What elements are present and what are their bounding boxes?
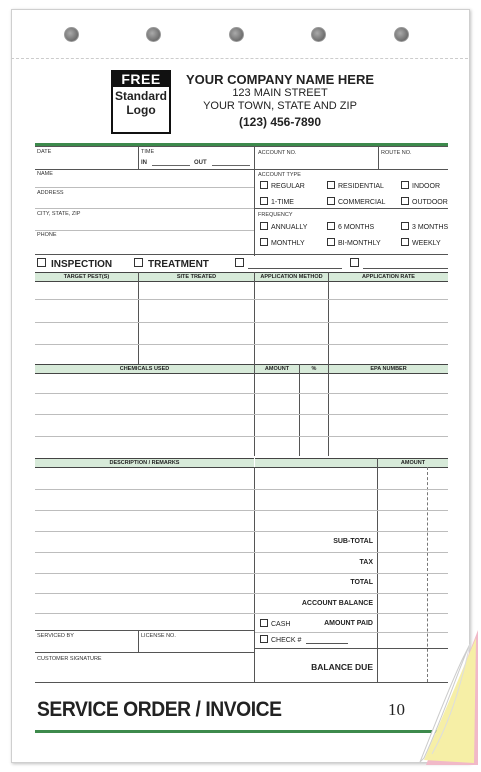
rule <box>254 467 255 682</box>
account-type-commercial[interactable] <box>327 197 385 207</box>
percent-header: % <box>300 364 328 374</box>
application-rate-header: APPLICATION RATE <box>329 272 448 282</box>
checkbox-icon <box>260 635 268 643</box>
description-remarks-header: DESCRIPTION / REMARKS <box>35 458 254 468</box>
checkbox-icon <box>401 197 409 205</box>
rule <box>35 299 448 300</box>
logo-logo-label: Logo <box>126 103 156 117</box>
green-rule-bottom <box>35 730 437 733</box>
frequency-label: FREQUENCY <box>258 212 293 218</box>
checkbox-label: RESIDENTIAL <box>338 183 384 190</box>
rule <box>35 573 448 574</box>
checkbox-icon <box>260 222 268 230</box>
frequency-monthly[interactable] <box>260 238 305 248</box>
serviced-by-label: SERVICED BY <box>37 633 74 639</box>
punch-hole-icon <box>394 27 409 42</box>
account-type-regular[interactable] <box>260 181 305 191</box>
check-checkbox[interactable] <box>260 635 301 645</box>
rule <box>35 489 448 490</box>
other-service-checkbox-2[interactable] <box>350 258 364 270</box>
account-type-outdoor[interactable] <box>401 197 448 207</box>
checkbox-icon <box>260 238 268 246</box>
checkbox-label: INSPECTION <box>51 259 113 270</box>
company-logo <box>111 70 171 134</box>
frequency-weekly[interactable] <box>401 238 441 248</box>
rule <box>35 393 448 394</box>
checkbox-icon <box>401 181 409 189</box>
time-out-label: OUT <box>194 160 207 166</box>
rule <box>35 414 448 415</box>
checkbox-icon <box>327 181 335 189</box>
amount-column-header: AMOUNT <box>378 458 448 468</box>
amount-paid-label: AMOUNT PAID <box>324 620 373 627</box>
rule <box>328 272 329 364</box>
punch-hole-icon <box>64 27 79 42</box>
company-street: 123 MAIN STREET <box>232 87 328 99</box>
epa-number-header: EPA NUMBER <box>329 364 448 374</box>
rule <box>255 208 448 209</box>
rule <box>254 146 255 256</box>
rule <box>35 230 254 231</box>
address-label: ADDRESS <box>37 190 64 196</box>
license-no-label: LICENSE NO. <box>141 633 176 639</box>
perforation-line <box>11 58 468 59</box>
site-treated-header: SITE TREATED <box>139 272 254 282</box>
rule <box>35 652 255 653</box>
balance-due-label: BALANCE DUE <box>311 662 373 672</box>
checkbox-icon <box>260 181 268 189</box>
rule <box>35 593 448 594</box>
city-state-zip-label: CITY, STATE, ZIP <box>37 211 81 217</box>
checkbox-label: REGULAR <box>271 183 305 190</box>
other-service-checkbox[interactable] <box>235 258 249 270</box>
checkbox-label: WEEKLY <box>412 240 441 247</box>
amount-header: AMOUNT <box>255 364 299 374</box>
punch-hole-icon <box>146 27 161 42</box>
tax-label: TAX <box>359 559 373 566</box>
inspection-checkbox[interactable] <box>37 258 112 270</box>
page-curl-icon <box>418 630 478 765</box>
total-label: TOTAL <box>350 579 373 586</box>
form-title: SERVICE ORDER / INVOICE <box>37 698 282 721</box>
checkbox-icon <box>260 197 268 205</box>
rule <box>35 146 448 147</box>
rule <box>138 630 139 652</box>
target-pests-header: TARGET PEST(S) <box>35 272 138 282</box>
account-type-indoor[interactable] <box>401 181 440 191</box>
punch-hole-icon <box>229 27 244 42</box>
form-number: 10 <box>388 700 405 719</box>
checkbox-label: MONTHLY <box>271 240 305 247</box>
checkbox-label: TREATMENT <box>148 259 209 270</box>
rule <box>35 208 254 209</box>
rule <box>299 364 300 456</box>
phone-label: PHONE <box>37 232 57 238</box>
rule <box>35 344 448 345</box>
checkbox-icon <box>327 222 335 230</box>
rule <box>35 613 448 614</box>
checkbox-icon <box>260 619 268 627</box>
rule <box>254 364 255 456</box>
customer-signature-label: CUSTOMER SIGNATURE <box>37 656 102 662</box>
checkbox-label: BI-MONTHLY <box>338 240 381 247</box>
checkbox-icon <box>401 238 409 246</box>
company-name: YOUR COMPANY NAME HERE <box>185 72 375 87</box>
checkbox-icon <box>235 258 244 267</box>
rule <box>378 146 379 169</box>
rule <box>328 364 329 456</box>
rule <box>35 187 254 188</box>
checkbox-label: 1-TIME <box>271 199 294 206</box>
punch-hole-icon <box>311 27 326 42</box>
time-in-field[interactable] <box>152 165 190 166</box>
logo-standard-label: Standard <box>114 89 167 103</box>
checkbox-icon <box>327 238 335 246</box>
company-phone: (123) 456-7890 <box>238 115 322 129</box>
description-header-fill <box>255 458 377 468</box>
account-balance-label: ACCOUNT BALANCE <box>301 600 373 607</box>
checkbox-label: INDOOR <box>412 183 440 190</box>
checkbox-label: COMMERCIAL <box>338 199 386 206</box>
sub-total-label: SUB-TOTAL <box>333 538 373 545</box>
time-out-field[interactable] <box>212 165 250 166</box>
rule <box>35 630 255 631</box>
frequency-6-months[interactable] <box>327 222 374 232</box>
company-header <box>175 72 385 129</box>
time-in-label: IN <box>141 160 147 166</box>
rule <box>138 272 139 364</box>
rule <box>35 322 448 323</box>
account-no-label: ACCOUNT NO. <box>258 150 297 156</box>
application-method-header: APPLICATION METHOD <box>255 272 328 282</box>
chemicals-used-header: CHEMICALS USED <box>35 364 254 374</box>
frequency-3-months[interactable] <box>401 222 448 232</box>
rule <box>254 272 255 364</box>
account-type-label: ACCOUNT TYPE <box>258 172 301 178</box>
treatment-checkbox[interactable] <box>134 258 209 270</box>
frequency-annually[interactable] <box>260 222 307 232</box>
checkbox-icon <box>327 197 335 205</box>
date-label: DATE <box>37 149 52 155</box>
checkbox-label: 6 MONTHS <box>338 224 375 231</box>
checkbox-label: OUTDOOR <box>412 199 448 206</box>
other-service-field-2[interactable] <box>363 268 448 269</box>
name-label: NAME <box>37 171 53 177</box>
checkbox-icon <box>350 258 359 267</box>
account-type-residential[interactable] <box>327 181 384 191</box>
checkbox-label: ANNUALLY <box>271 224 308 231</box>
rule <box>35 510 448 511</box>
rule <box>35 169 448 170</box>
time-label: TIME <box>141 149 155 155</box>
checkbox-icon <box>134 258 143 267</box>
rule <box>35 552 448 553</box>
cash-checkbox[interactable] <box>260 619 290 629</box>
checkbox-icon <box>37 258 46 267</box>
rule <box>138 146 139 169</box>
company-city: YOUR TOWN, STATE AND ZIP <box>203 100 357 112</box>
route-no-label: ROUTE NO. <box>381 150 412 156</box>
rule <box>35 531 448 532</box>
account-type-1-time[interactable] <box>260 197 294 207</box>
checkbox-label: CASH <box>271 621 291 628</box>
checkbox-label: CHECK # <box>271 637 302 644</box>
checkbox-icon <box>401 222 409 230</box>
rule <box>35 436 448 437</box>
check-number-field[interactable] <box>306 643 348 644</box>
checkbox-label: 3 MONTHS <box>412 224 449 231</box>
other-service-field[interactable] <box>248 268 342 269</box>
rule <box>35 682 448 683</box>
logo-free-label: FREE <box>113 72 169 87</box>
rule <box>35 254 448 255</box>
frequency-bi-monthly[interactable] <box>327 238 381 248</box>
